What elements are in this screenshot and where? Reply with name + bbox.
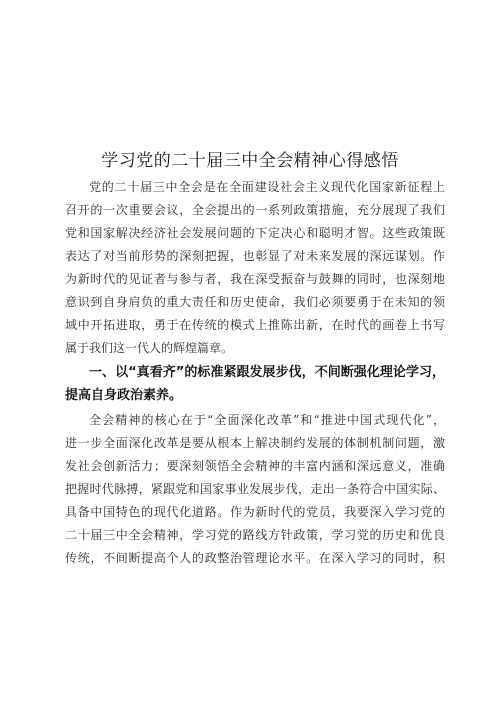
section-line: 传统，不间断提高个人的政整治管理论水平。在深入学习的同时，积 bbox=[65, 551, 446, 565]
intro-line: 为新时代的见证者与参与者，我在深受振奋与鼓舞的同时，也深刻地 bbox=[65, 272, 446, 286]
intro-line: 召开的一次重要会议，全会提出的一系列政策措施，充分展现了我们 bbox=[65, 203, 446, 217]
intro-line: 表达了对当前形势的深刻把握，也彰显了对未来发展的深远谋划。作 bbox=[65, 249, 446, 263]
section-line: 二十届三中全会精神，学习党的路线方针政策，学习党的历史和优良 bbox=[65, 528, 446, 542]
section-heading: 提高自身政治素养。 bbox=[65, 388, 183, 403]
document-title: 学习党的二十届三中全会精神心得感悟 bbox=[101, 151, 399, 171]
section-line: 全会精神的核心在于“全面深化改革”和“推进中国式现代化”， bbox=[89, 413, 447, 427]
section-heading: 一、以“真看齐”的标准紧跟发展步伐，不间断强化理论学习， bbox=[89, 365, 446, 380]
section-line: 具备中国特色的现代化道路。作为新时代的党员，我要深入学习党的 bbox=[65, 505, 446, 519]
section-line: 发社会创新活力；要深刻领悟全会精神的丰富内涵和深远意义，准确 bbox=[65, 459, 446, 473]
intro-line: 党和国家解决经济社会发展问题的下定决心和聪明才智。这些政策既 bbox=[65, 226, 446, 240]
intro-line: 属于我们这一代人的辉煌篇章。 bbox=[65, 341, 234, 355]
section-line: 进一步全面深化改革是要从根本上解决制约发展的体制机制问题，激 bbox=[65, 436, 446, 450]
intro-line: 域中开拓进取，勇于在传统的模式上推陈出新，在时代的画卷上书写 bbox=[65, 318, 446, 332]
intro-line: 意识到自身肩负的重大责任和历史使命，我们必须要勇于在未知的领 bbox=[65, 295, 446, 309]
intro-line: 党的二十届三中全会是在全面建设社会主义现代化国家新征程上 bbox=[89, 180, 446, 194]
section-line: 把握时代脉搏，紧跟党和国家事业发展步伐，走出一条符合中国实际、 bbox=[65, 482, 446, 496]
